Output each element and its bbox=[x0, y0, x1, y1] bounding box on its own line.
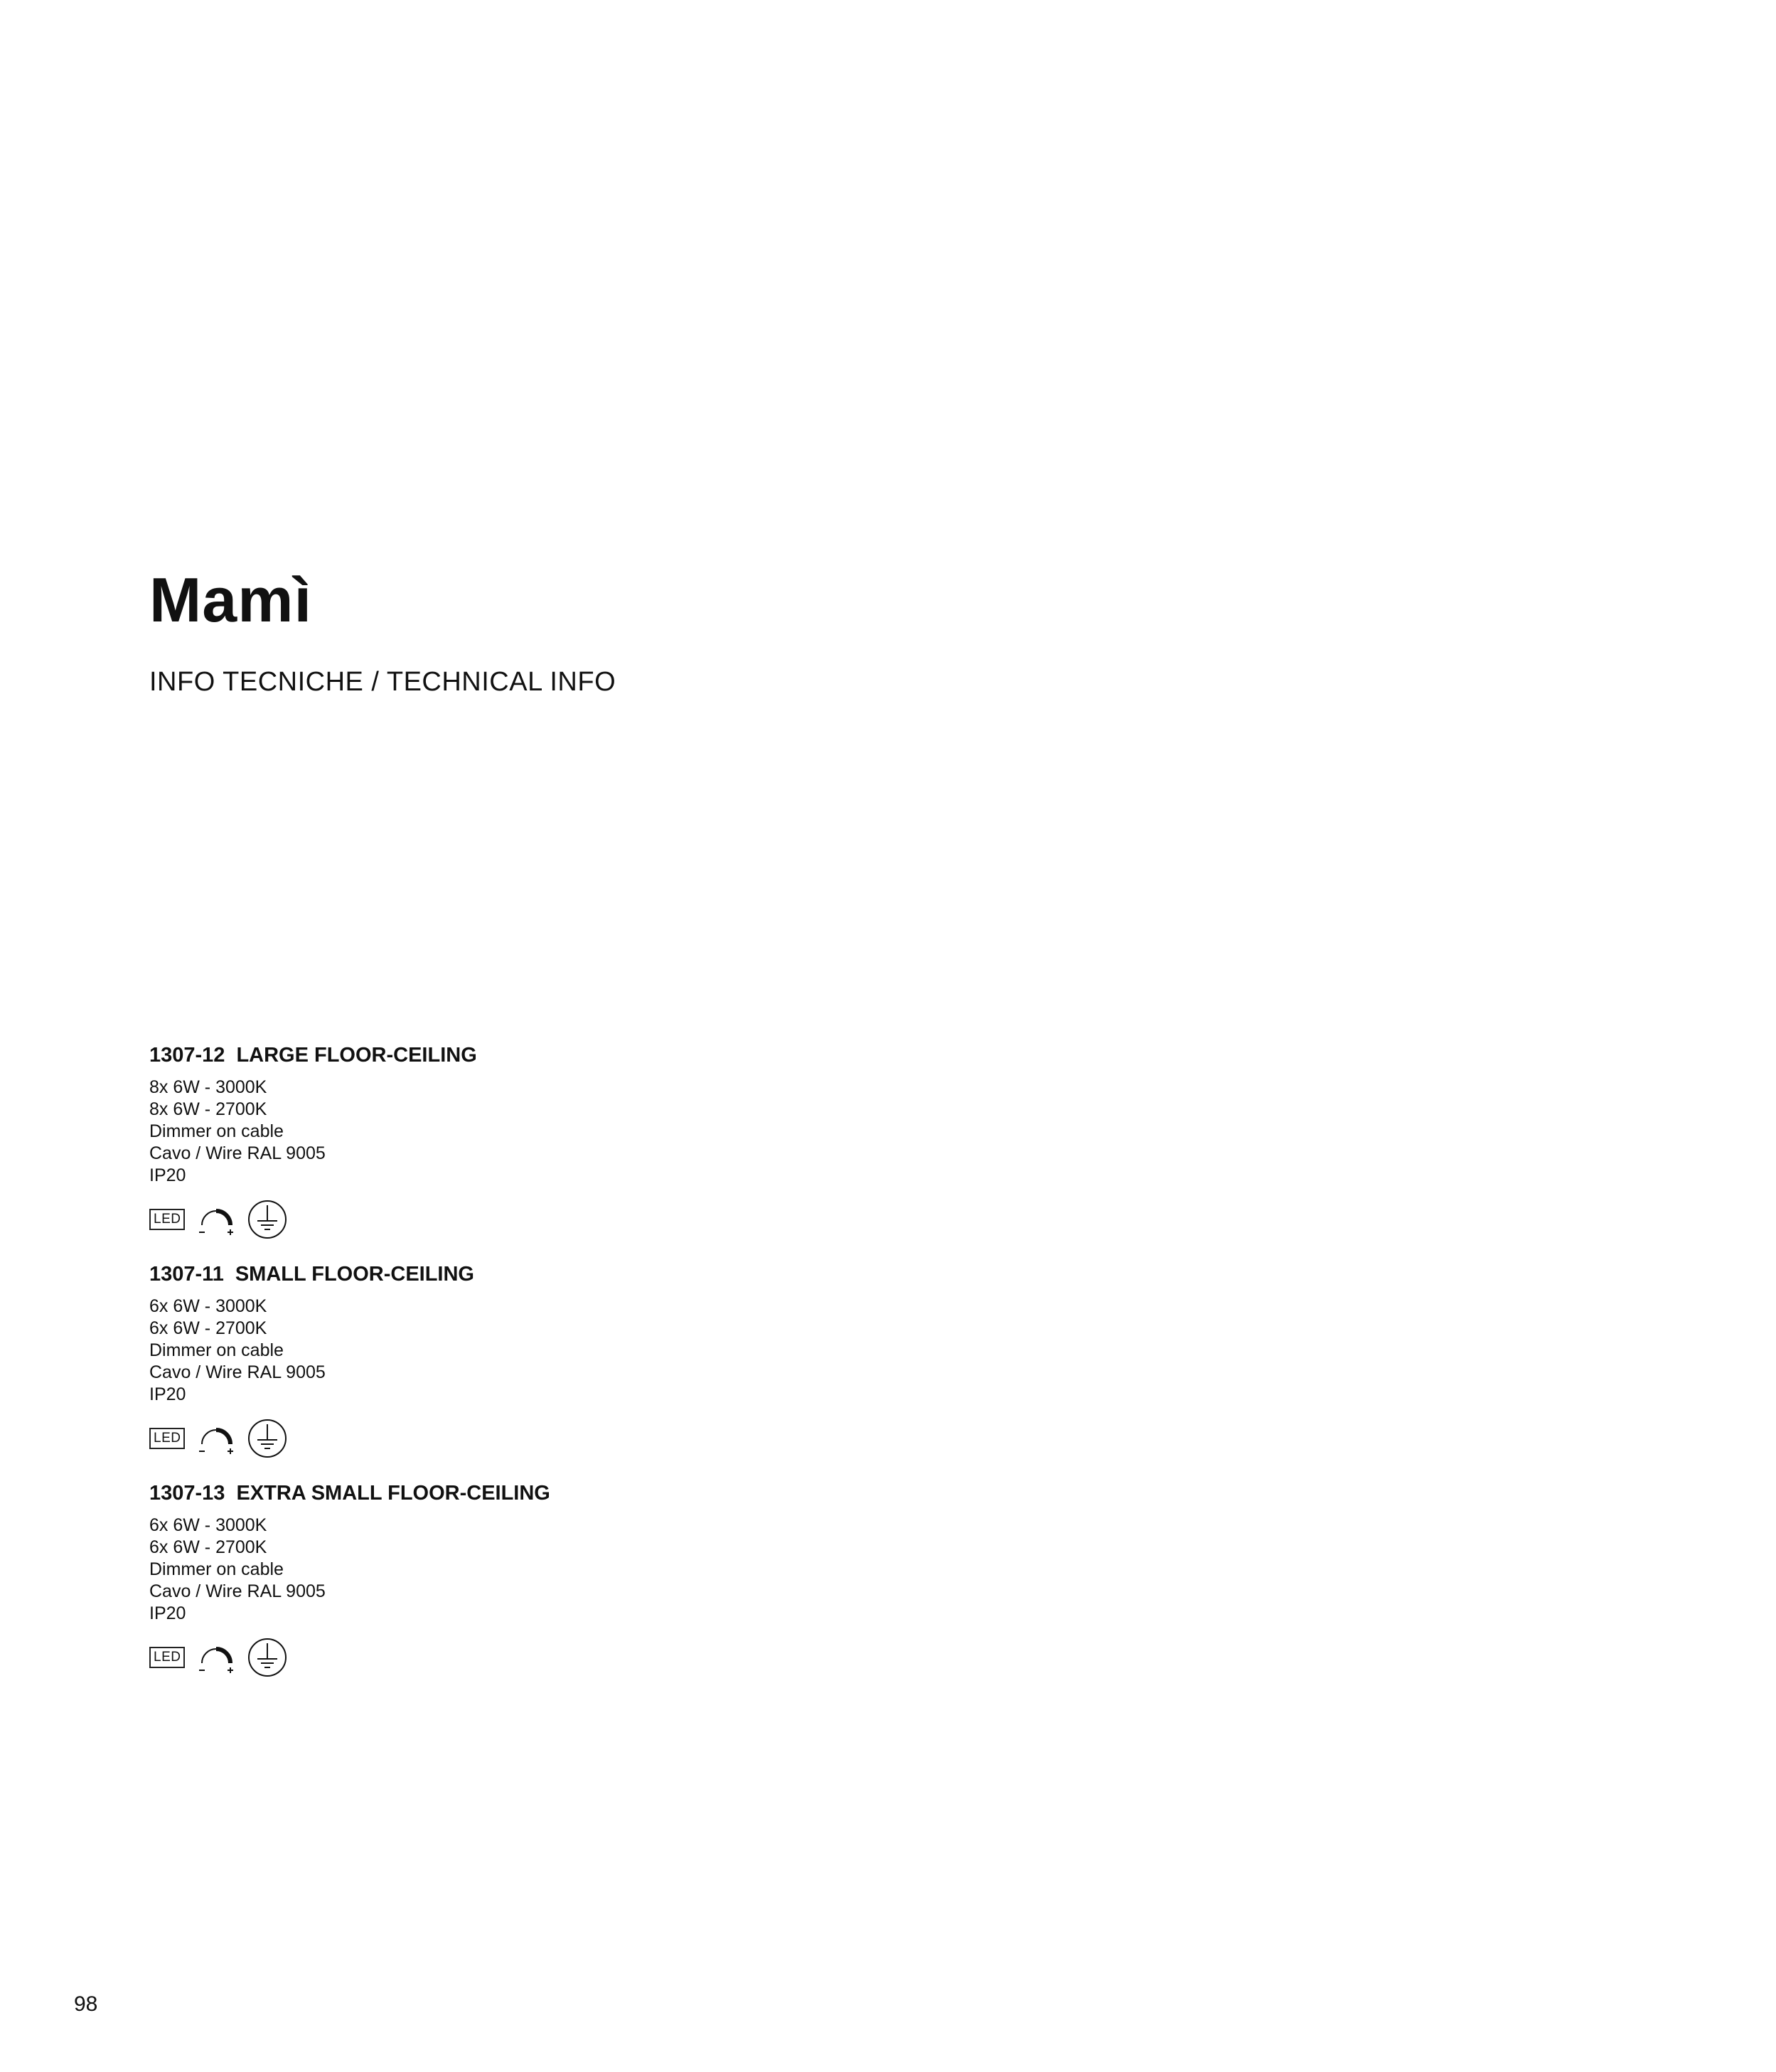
spec-line: Cavo / Wire RAL 9005 bbox=[149, 1581, 326, 1601]
icon-row bbox=[149, 1419, 789, 1458]
dimmer-icon bbox=[198, 1423, 237, 1454]
dimmer-icon bbox=[198, 1642, 237, 1673]
page-subtitle: INFO TECNICHE / TECHNICAL INFO bbox=[149, 667, 616, 697]
product-code: 1307-11 bbox=[149, 1263, 224, 1286]
product-heading bbox=[149, 1480, 789, 1506]
page-number: 98 bbox=[74, 1992, 98, 2016]
icon-row bbox=[149, 1638, 789, 1677]
spec-line: IP20 bbox=[149, 1384, 186, 1404]
product-1307-11 bbox=[149, 1261, 789, 1458]
product-heading bbox=[149, 1042, 789, 1068]
spec-line: 6x 6W - 2700K bbox=[149, 1537, 267, 1557]
spec-line: 8x 6W - 2700K bbox=[149, 1099, 267, 1119]
spec-line: 6x 6W - 3000K bbox=[149, 1515, 267, 1535]
spec-line: 6x 6W - 2700K bbox=[149, 1318, 267, 1338]
product-heading bbox=[149, 1261, 789, 1287]
earth-ground-icon bbox=[247, 1200, 287, 1239]
product-name: LARGE FLOOR-CEILING bbox=[236, 1044, 477, 1067]
page-title: Mamì bbox=[149, 565, 312, 635]
led-icon: LED bbox=[149, 1209, 185, 1230]
spec-line: IP20 bbox=[149, 1603, 186, 1623]
spec-line: Dimmer on cable bbox=[149, 1121, 284, 1141]
product-1307-12 bbox=[149, 1042, 789, 1239]
product-code: 1307-13 bbox=[149, 1482, 225, 1505]
spec-line: Dimmer on cable bbox=[149, 1559, 284, 1579]
product-code: 1307-12 bbox=[149, 1044, 225, 1067]
earth-ground-icon bbox=[247, 1638, 287, 1677]
icon-row bbox=[149, 1200, 789, 1239]
product-name: SMALL FLOOR-CEILING bbox=[235, 1263, 474, 1286]
product-1307-13 bbox=[149, 1480, 789, 1677]
led-icon: LED bbox=[149, 1647, 185, 1668]
spec-line: Cavo / Wire RAL 9005 bbox=[149, 1362, 326, 1382]
spec-line: 6x 6W - 3000K bbox=[149, 1296, 267, 1316]
dimmer-icon bbox=[198, 1204, 237, 1235]
spec-line: Cavo / Wire RAL 9005 bbox=[149, 1143, 326, 1163]
product-name: EXTRA SMALL FLOOR-CEILING bbox=[236, 1482, 550, 1505]
spec-list bbox=[149, 1077, 789, 1187]
led-icon: LED bbox=[149, 1428, 185, 1449]
spec-line: Dimmer on cable bbox=[149, 1340, 284, 1360]
earth-ground-icon bbox=[247, 1419, 287, 1458]
spec-list bbox=[149, 1515, 789, 1625]
spec-list bbox=[149, 1296, 789, 1406]
spec-line: IP20 bbox=[149, 1165, 186, 1185]
spec-line: 8x 6W - 3000K bbox=[149, 1077, 267, 1097]
